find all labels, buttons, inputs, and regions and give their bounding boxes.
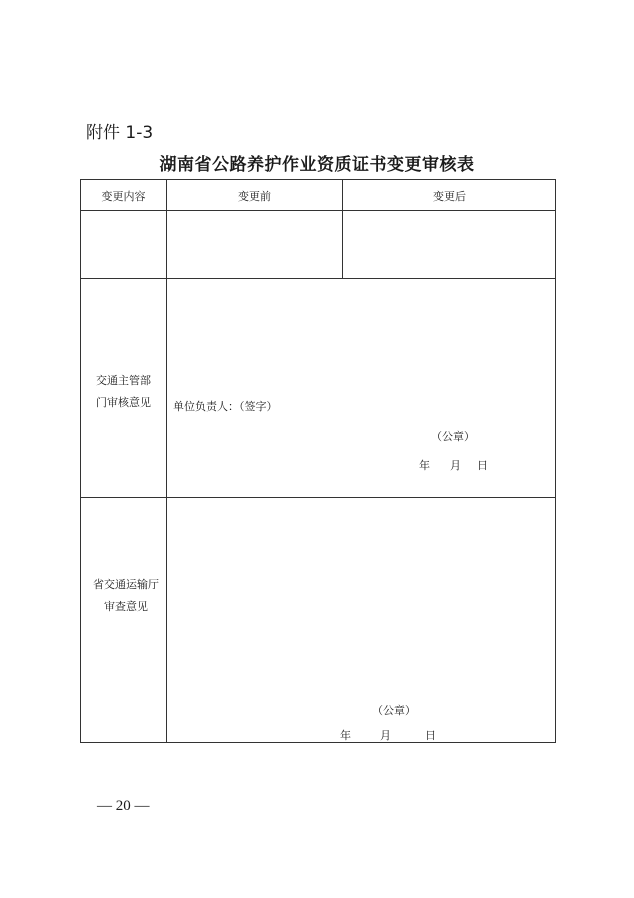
- province-dept-label-line2: 审查意见: [104, 600, 148, 613]
- transport-dept-opinion-area[interactable]: [167, 279, 556, 497]
- date-year-label: 年: [419, 459, 430, 472]
- date-month-label: 月: [380, 729, 391, 742]
- province-dept-label-line1: 省交通运输厅: [93, 578, 159, 591]
- attachment-label: 附件 1-3: [86, 123, 154, 143]
- date-year-label: 年: [340, 729, 351, 742]
- transport-dept-label-line1: 交通主管部: [96, 374, 151, 387]
- date-month-label: 月: [450, 459, 461, 472]
- transport-dept-label: [96, 370, 151, 414]
- province-dept-label: [89, 574, 163, 618]
- date-day-label: 日: [425, 729, 436, 742]
- date-day-label: 日: [477, 459, 488, 472]
- official-seal-label: （公章）: [372, 704, 416, 717]
- header-before-change: 变更前: [238, 190, 271, 203]
- header-change-content: 变更内容: [101, 190, 146, 203]
- change-content-cell[interactable]: [81, 211, 166, 278]
- review-form-table: [80, 179, 556, 743]
- unit-head-signature-label: 单位负责人：（签字）: [173, 400, 278, 413]
- before-change-cell[interactable]: [167, 211, 342, 278]
- header-after-change: 变更后: [433, 190, 466, 203]
- after-change-cell[interactable]: [343, 211, 556, 278]
- province-dept-opinion-area[interactable]: [167, 498, 556, 742]
- page-number: — 20 —: [97, 798, 150, 814]
- transport-dept-label-line2: 门审核意见: [96, 396, 151, 409]
- form-title: 湖南省公路养护作业资质证书变更审核表: [159, 155, 475, 175]
- official-seal-label: （公章）: [431, 430, 475, 443]
